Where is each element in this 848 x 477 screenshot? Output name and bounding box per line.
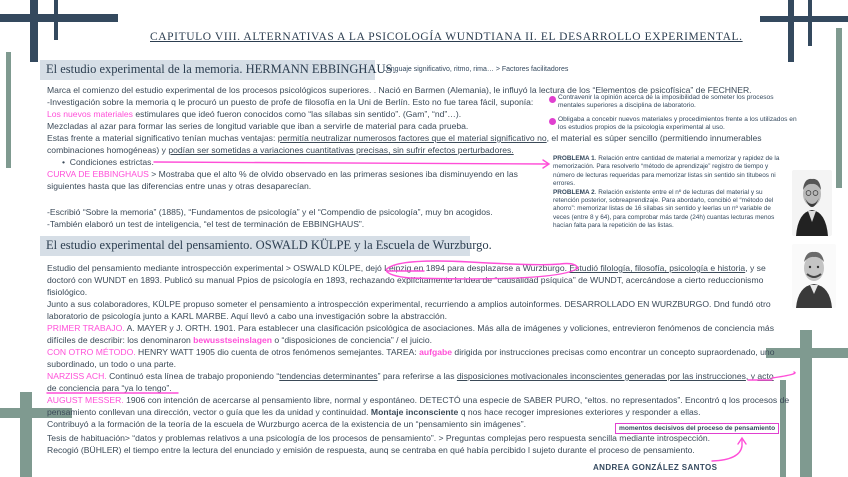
- problem-2-text: . Relación existente entre el nº de lecturas del material y su retención posterior, sobreaprendizaje. Para abordarlo, concibió el “método del ahorro”: memorizar listas de 16 sílabas sin sentido y leerlas un nº variable de veces (entre 8 y 64), para comprobar más tarde (24h) cuantas lecturas menos hacían falta para la repetición de las listas.: [553, 188, 775, 230]
- thought-line-7: [47, 335, 432, 346]
- leipzig-text: Leipzig: [384, 263, 412, 273]
- pink-marker-1: [549, 96, 556, 103]
- frame-bar-top-left-vertical-2: [54, 0, 58, 40]
- thought-line-11: de conciencia para “ya lo tengo”.: [47, 383, 172, 393]
- memory-line-3-text: estimulares que ideó fueron conocidos como “las sílabas sin sentido”. (Gam”, “nd”…).: [132, 109, 462, 119]
- arrow-head-callout: [738, 438, 746, 444]
- memory-line-8: siguientes hasta que las diferencias entre unas y otras desaparecían.: [47, 181, 312, 191]
- problem-1-text: . Relación entre cantidad de material a memorizar y rapidez de la memorización. Para resolverlo “método de aprendizaje” registro de tiempo y número de lecturas requeridas para memorizar listas sin sentido sin titubeos ni errores.: [553, 155, 780, 188]
- memory-line-5-b: permitía neutralizar numerosos factores que el material significativo no: [277, 133, 547, 143]
- frame-bar-top-left-vertical: [30, 0, 38, 62]
- frame-bar-top-left-horizontal: [0, 14, 118, 22]
- problem-2-label: PROBLEMA 2: [553, 188, 595, 196]
- memory-line-9: -Escribió “Sobre la memoria” (1885), “Fundamentos de psicología” y el “Compendio de psicología”, muy bn acogidos.: [47, 207, 493, 217]
- frame-bar-bottom-left-vertical: [20, 392, 32, 477]
- section-note-facilitators: Lenguaje significativo, ritmo, rima… > Factores facilitadores: [383, 66, 569, 73]
- callout-decisive-moments: momentos decisivos del proceso de pensamiento: [615, 423, 779, 434]
- section-heading-thought: El estudio experimental del pensamiento. OSWALD KÜLPE y la Escuela de Wurzburgo.: [40, 236, 470, 256]
- strict-conditions-bullet: [62, 157, 154, 168]
- first-work-label: PRIMER TRABAJO.: [47, 323, 125, 333]
- memory-line-1: Marca el comienzo del estudio experimental de los procesos psicológicos superiores. . Nació en Barmen (Alemania), le influyó la lectura de los “Elementos de psicofísica” de FECHNER.: [47, 85, 752, 95]
- thought-line-5: laboratorio de psicología junto a KARL MARBE. Aquí llevó a cabo una investigación sobre la abstracción.: [47, 311, 448, 321]
- thought-line-13-c: q nos hace recoger impresiones exteriores y responder a ellas.: [458, 407, 701, 417]
- thought-line-2: doctoró con WUNDT en 1893. Publicó su manual Ppios de psicología en 1893, rechazando explícitamente la idea de “causalidad psíquica” de WUNDT, acercándose a cierto reduccionismo: [47, 275, 764, 285]
- section-heading-memory: El estudio experimental de la memoria. HERMANN EBBINGHAUS.: [40, 60, 375, 80]
- thought-line-9: subordinado, un todo o una parte.: [47, 359, 177, 369]
- memory-line-7: [47, 169, 518, 180]
- other-method-label: CON OTRO MÉTODO.: [47, 347, 136, 357]
- thought-line-6-text: A. MAYER y J. ORTH. 1901. Para establecer una clasificación psicológica de asociaciones. Más alla de imágenes y voliciones, entrevieron fenómenos de conciencia más: [124, 323, 775, 333]
- problem-1-label: PROBLEMA 1: [553, 155, 595, 162]
- pink-marker-2: [549, 118, 556, 125]
- portrait-ebbinghaus: [792, 170, 832, 236]
- thought-line-7-c: o “disposiciones de conciencia” / el juicio.: [271, 335, 433, 345]
- thought-line-8: [47, 347, 775, 358]
- aufgabe-term: aufgabe: [419, 347, 453, 357]
- narziss-ach-label: NARZISS ACH.: [47, 371, 107, 381]
- studies-text: Estudió filología, filosofía, psicología e historia: [569, 263, 746, 273]
- curve-acto: [772, 372, 795, 378]
- thought-line-14: Contribuyó a la formación de la teoría de la escuela de Wurzburgo acerca de la existencia de un “pensamiento sin imágenes”.: [47, 419, 526, 429]
- ebbinghaus-curve-label: CURVA DE EBBINGHAUS: [47, 169, 149, 179]
- determining-tendencies: tendencias determinantes: [279, 371, 378, 381]
- memory-line-5-c: , el material es súper sencillo: [546, 133, 658, 143]
- thought-line-10-b: Continuó esta línea de trabajo proponiendo “: [106, 371, 280, 381]
- side-note-1: Contravenir la opinión acerca de la imposibilidad de someter los procesos mentales superiores a disciplina de laboratorio.: [558, 94, 774, 110]
- author-name: ANDREA GONZÁLEZ SANTOS: [593, 463, 718, 472]
- motivational-dispositions: disposiciones motivacionales inconscientes generadas por las instrucciones: [456, 371, 746, 381]
- frame-bar-top-right-horizontal: [760, 16, 848, 22]
- new-materials-label: Los nuevos materiales: [47, 109, 133, 119]
- frame-bar-top-right-vertical-2: [808, 0, 812, 46]
- memory-line-5-d: (permitiendo innumerables: [657, 133, 762, 143]
- memory-line-6: [47, 145, 514, 156]
- thought-line-3: fisiológico.: [47, 287, 88, 297]
- thought-line-10-d: ” para referirse a las: [377, 371, 457, 381]
- frame-bar-right-vertical: [836, 28, 842, 188]
- page-title: CAPITULO VIII. ALTERNATIVAS A LA PSICOLOGÍA WUNDTIANA II. EL DESARROLLO EXPERIMENTAL.: [150, 31, 743, 43]
- memory-line-6-b: podían ser sometidas a variaciones cuantitativas precisas, sin sufrir efectos perturbadores.: [168, 145, 514, 155]
- thought-line-1-a: Estudio del pensamiento mediante introspección experimental > OSWALD KÜLPE, dejó: [47, 263, 385, 273]
- thought-line-1-e: , y se: [745, 263, 766, 273]
- problems-box: [553, 155, 785, 231]
- thought-line-4: Junto a sus colaboradores, KÜLPE propuso someter el pensamiento a introspección experimental, recurriendo a amplios autoinformes. DESARROLLADO EN WURZBURGO. Dnd fundó otro: [47, 299, 771, 309]
- problem-1: [553, 155, 785, 189]
- side-note-2: Obligaba a concebir nuevos materiales y procedimientos frente a los utilizados en los estudios propios de la psicología experimental al uso.: [558, 116, 797, 132]
- memory-line-5: [47, 133, 762, 144]
- arrow-conditions-to-problems: [154, 162, 548, 164]
- thought-line-6: [47, 323, 774, 334]
- thought-line-1-c: en 1894 para desplazarse a Wurzburgo.: [411, 263, 570, 273]
- memory-line-5-a: Estas frente a material significativo tenían muchas ventajas:: [47, 133, 278, 143]
- thought-line-7-a: difíciles de describir: los denominaron: [47, 335, 194, 345]
- thought-line-16: Recogió (BÜHLER) el tiempo entre la lectura del enunciado y emisión de respuesta, aunq se centraba en qué había percibido l sujeto durante el proceso de pensamiento.: [47, 445, 695, 455]
- thought-line-12: [47, 395, 789, 406]
- thought-line-8-b: HENRY WATT 1905 dio cuenta de otros fenómenos semejantes. TAREA:: [135, 347, 420, 357]
- frame-bar-top-right-vertical: [788, 0, 794, 62]
- portrait-kulpe: [792, 244, 836, 308]
- thought-line-12-text: 1906 con intención de acercarse al pensamiento libre, normal y espontáneo. DETECTÓ una especie de SABER PURO, “eltos. no representados”. Encontró q los procesos de: [123, 395, 790, 405]
- act-text: acto: [757, 371, 774, 381]
- thought-line-10: [47, 371, 774, 382]
- memory-line-3: [47, 109, 461, 120]
- thought-line-13: [47, 407, 701, 418]
- memory-line-7-text: > Mostraba que el alto % de olvido observado en las primeras sesiones iba disminuyendo en las: [148, 169, 518, 179]
- thought-line-13-a: pensamiento conllevan una dirección, vector o guía que les da unidad y continuidad.: [47, 407, 371, 417]
- bewusstseinslagen-term: bewusstseinslagen: [193, 335, 272, 345]
- thought-line-15: Tesis de habituación> “datos y problemas relativos a una psicología de los procesos de pensamiento”. > Preguntas complejas pero respuesta sencilla mediante introspección.: [47, 433, 711, 443]
- frame-bar-left-vertical: [6, 52, 11, 168]
- bullet-text: Condiciones estrictas.: [69, 157, 154, 167]
- august-messer-label: AUGUST MESSER.: [47, 395, 124, 405]
- memory-line-6-a: combinaciones homogéneas) y: [47, 145, 169, 155]
- arrow-to-author: [712, 440, 742, 461]
- memory-line-4: Mezcladas al azar para formar las series de longitud variable que iban a servirle de material para cada prueba.: [47, 121, 469, 131]
- bullet-dot: •: [62, 157, 70, 167]
- arrow-head-problems: [543, 160, 549, 168]
- thought-line-8-d: dirigida por instrucciones precisas como encontrar un concepto supraordenado, uno: [452, 347, 775, 357]
- unconscious-setup: Montaje inconsciente: [370, 407, 459, 417]
- frame-bar-bottom-right-horizontal: [766, 348, 848, 358]
- thought-line-1: [47, 263, 766, 274]
- memory-line-2: -Investigación sobre la memoria q le procuró un puesto de profe de filosofía en la Uni de Berlín. Esto no fue tarea fácil, suponía:: [47, 97, 534, 107]
- thought-line-10-f: , y: [745, 371, 758, 381]
- memory-line-10: -También elaboró un test de inteligencia, “el test de terminación de EBBINGHAUS”.: [47, 219, 365, 229]
- problem-2: [553, 189, 785, 231]
